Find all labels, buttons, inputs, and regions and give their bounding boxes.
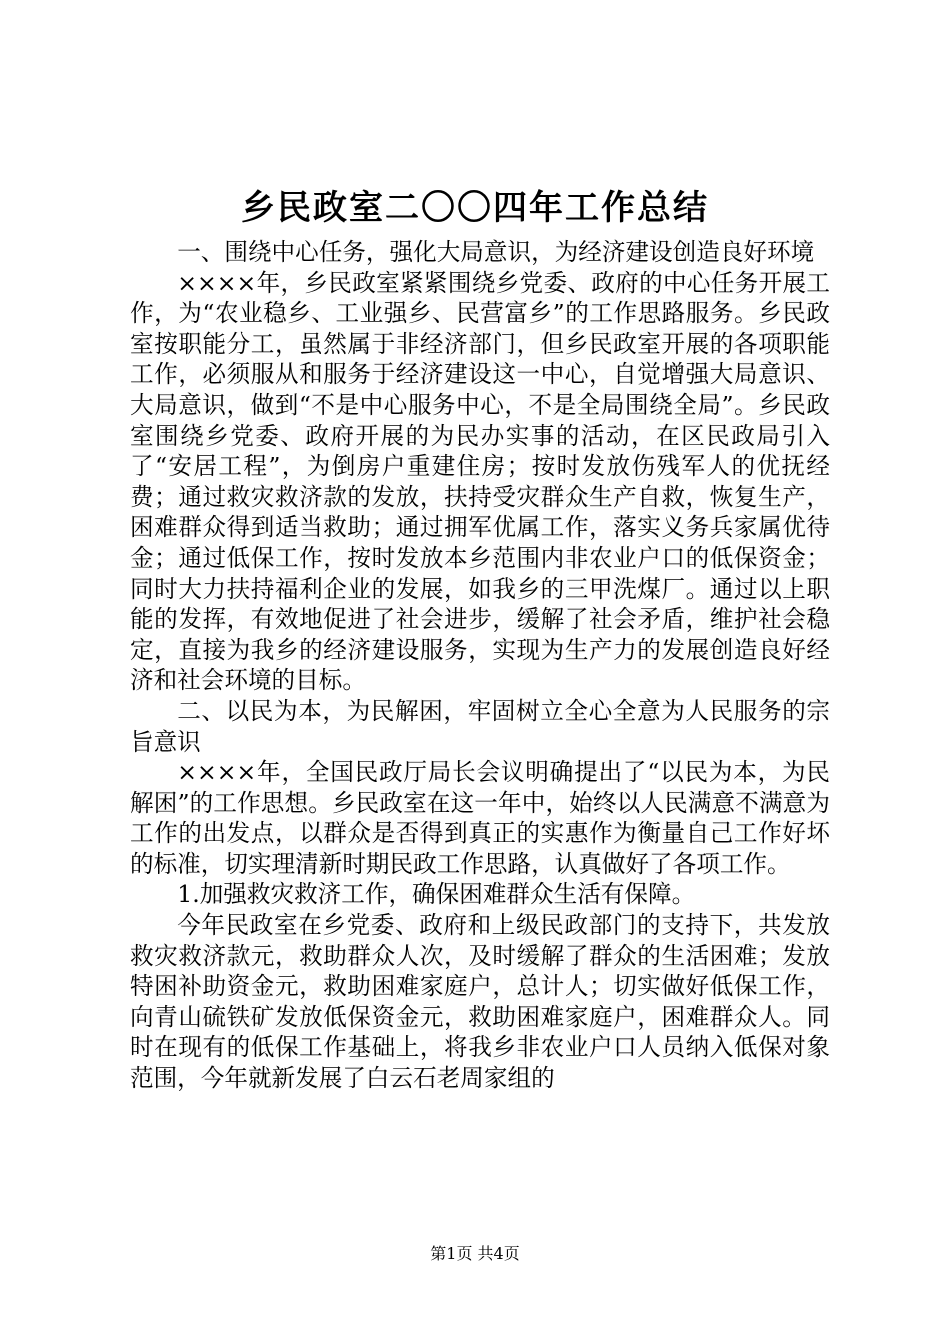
section-heading-2: 二、以民为本，为民解困，牢固树立全心全意为人民服务的宗旨意识 — [130, 696, 830, 756]
subsection-heading-1: 1.加强救灾救济工作，确保困难群众生活有保障。 — [177, 880, 696, 909]
document-body — [130, 237, 830, 1094]
document-title: 乡民政室二〇〇四年工作总结 — [241, 188, 709, 228]
section-heading-1: 一、围绕中心任务，强化大局意识，为经济建设创造良好环境 — [177, 238, 815, 266]
paragraph: 今年民政室在乡党委、政府和上级民政部门的支持下，共发放救灾救济款元，救助群众人次，及时缓解了群众的生活困难；发放特困补助资金元，救助困难家庭户，总计人；切实做好低保工作，向青山硫铁矿发放低保资金元，救助困难家庭户，困难群众人。同时在现有的低保工作基础上，将我乡非农业户口人员纳入低保对象范围，今年就新发展了白云石老周家组的 — [130, 911, 830, 1093]
paragraph: ××××年，乡民政室紧紧围绕乡党委、政府的中心任务开展工作，为“农业稳乡、工业强乡、民营富乡”的工作思路服务。乡民政室按职能分工，虽然属于非经济部门，但乡民政室开展的各项职能工作，必须服从和服务于经济建设这一中心，自觉增强大局意识、大局意识，做到“不是中心服务中心，不是全局围绕全局”。乡民政室围绕乡党委、政府开展的为民办实事的活动，在区民政局引入了“安居工程”，为倒房户重建住房；按时发放伤残军人的优抚经费；通过救灾救济款的发放，扶持受灾群众生产自救，恢复生产，困难群众得到适当救助；通过拥军优属工作，落实义务兵家属优待金；通过低保工作，按时发放本乡范围内非农业户口的低保资金；同时大力扶持福利企业的发展，如我乡的三甲洗煤厂。通过以上职能的发挥，有效地促进了社会进步，缓解了社会矛盾，维护社会稳定，直接为我乡的经济建设服务，实现为生产力的发展创造良好经济和社会环境的目标。 — [130, 268, 830, 695]
paragraph: ××××年，全国民政厅局长会议明确提出了“以民为本，为民解困”的工作思想。乡民政室在这一年中，始终以人民满意不满意为工作的出发点，以群众是否得到真正的实惠作为衡量自己工作好坏的标准，切实理清新时期民政工作思路，认真做好了各项工作。 — [130, 758, 830, 878]
page-number-footer: 第1页 共4页 — [430, 1244, 520, 1263]
